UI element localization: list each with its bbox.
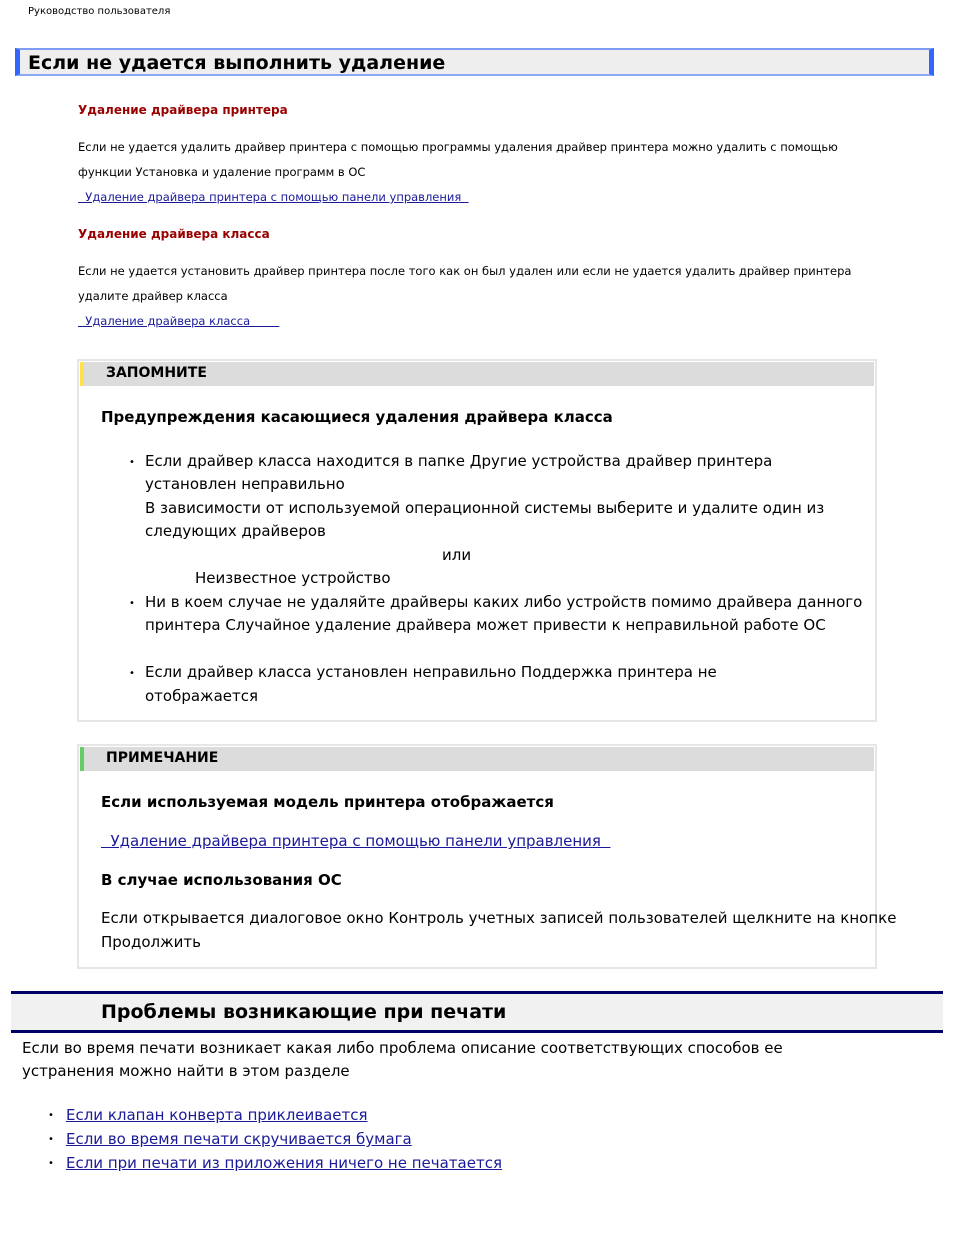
- link-remove-printer-driver-control-panel[interactable]: Удаление драйвера принтера с помощью панели управления: [101, 832, 611, 850]
- list-item-text: отображается: [145, 687, 258, 705]
- list-item-text: принтера Случайное удаление драйвера может привести к неправильной работе ОС: [145, 616, 826, 634]
- section-title: Проблемы возникающие при печати: [101, 1001, 507, 1023]
- note-box-title: ПРИМЕЧАНИЕ: [106, 750, 219, 766]
- list-item: [48, 1154, 502, 1172]
- bullet-icon: •: [129, 668, 135, 679]
- document-title: Руководство пользователя: [28, 6, 171, 17]
- link-envelope-flap-sticks[interactable]: Если клапан конверта приклеивается: [66, 1106, 368, 1124]
- remember-box-header: [80, 362, 874, 386]
- note-box-header: [80, 747, 874, 771]
- bullet-icon: •: [48, 1134, 54, 1145]
- remember-box-title: ЗАПОМНИТЕ: [106, 365, 207, 381]
- paragraph-text: Если не удается установить драйвер принтера после того как он был удален или если не удается удалить драйвер принтера: [78, 264, 852, 278]
- os-instruction-text: Продолжить: [101, 933, 201, 951]
- list-item: [48, 1106, 368, 1124]
- remember-box: [77, 359, 877, 722]
- link-remove-printer-driver-control-panel[interactable]: Удаление драйвера принтера с помощью панели управления: [78, 190, 469, 204]
- intro-text: Если во время печати возникает какая либо проблема описание соответствующих способов ее: [22, 1039, 783, 1057]
- note-box-heading: Если используемая модель принтера отображается: [101, 793, 554, 811]
- paragraph-text: Если не удается удалить драйвер принтера с помощью программы удаления драйвер принтера можно удалить с помощью: [78, 140, 838, 154]
- bullet-icon: •: [48, 1158, 54, 1169]
- list-item-text: установлен неправильно: [145, 475, 345, 493]
- list-item-text: или: [442, 546, 472, 564]
- paragraph-text: функции Установка и удаление программ в ОС: [78, 165, 366, 179]
- section-heading-printing-problems: [11, 991, 943, 1033]
- intro-text: устранения можно найти в этом разделе: [22, 1062, 350, 1080]
- bullet-icon: •: [129, 457, 135, 468]
- os-instruction-text: Если открывается диалоговое окно Контроль учетных записей пользователей щелкните на кнопке: [101, 909, 897, 927]
- link-nothing-prints[interactable]: Если при печати из приложения ничего не печатается: [66, 1154, 502, 1172]
- section-heading-uninstall-failure: [15, 48, 934, 76]
- list-item-text: Если драйвер класса находится в папке Другие устройства драйвер принтера: [145, 452, 773, 470]
- link-paper-curls[interactable]: Если во время печати скручивается бумага: [66, 1130, 412, 1148]
- subheading-printer-driver: Удаление драйвера принтера: [78, 103, 288, 117]
- note-box: [77, 744, 897, 969]
- bullet-icon: •: [48, 1110, 54, 1121]
- list-item: [48, 1130, 412, 1148]
- link-remove-class-driver[interactable]: Удаление драйвера класса: [78, 314, 280, 328]
- list-item-text: Ни в коем случае не удаляйте драйверы каких либо устройств помимо драйвера данного: [145, 593, 863, 611]
- paragraph-text: удалите драйвер класса: [78, 289, 228, 303]
- os-heading: В случае использования ОС: [101, 871, 342, 889]
- list-item-text: следующих драйверов: [145, 522, 326, 540]
- subheading-class-driver: Удаление драйвера класса: [78, 227, 270, 241]
- list-item-text: Неизвестное устройство: [195, 569, 391, 587]
- list-item-text: В зависимости от используемой операционной системы выберите и удалите один из: [145, 499, 825, 517]
- bullet-icon: •: [129, 598, 135, 609]
- remember-box-heading: Предупреждения касающиеся удаления драйвера класса: [101, 408, 613, 426]
- list-item-text: Если драйвер класса установлен неправильно Поддержка принтера не: [145, 663, 717, 681]
- section-title: Если не удается выполнить удаление: [28, 52, 446, 74]
